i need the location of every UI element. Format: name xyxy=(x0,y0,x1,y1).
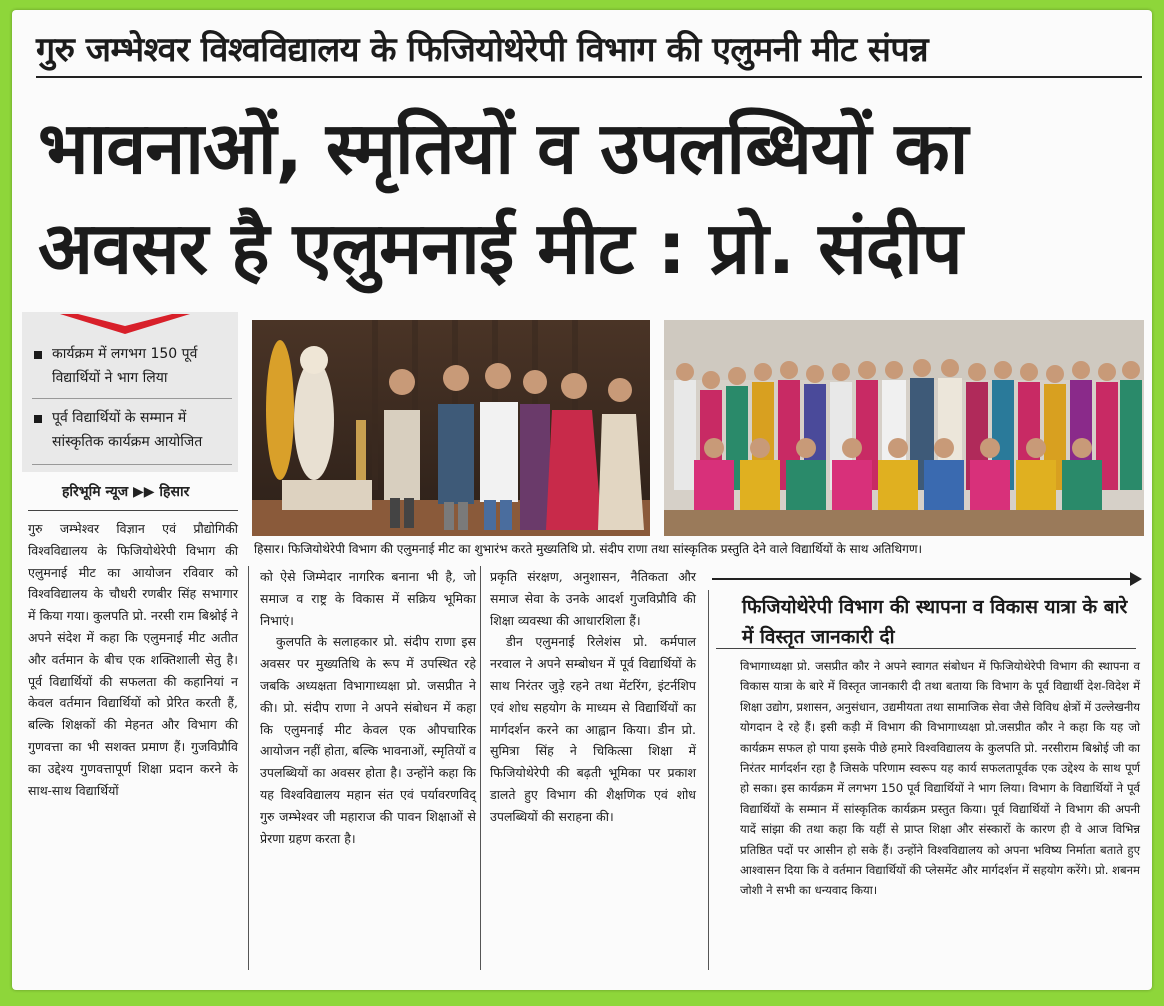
dateline: हरिभूमि न्यूज ▶▶ हिसार xyxy=(62,484,190,500)
sidebar-story-title: फिजियोथेरेपी विभाग की स्थापना व विकास यात्रा के बारे में विस्तृत जानकारी दी xyxy=(742,596,1128,648)
column-divider xyxy=(248,566,249,970)
arrow-rule xyxy=(712,578,1136,580)
paragraph: डीन एलुमनाई रिलेशंस प्रो. कर्मपाल नरवाल ने अपने सम्बोधन में पूर्व विद्यार्थियों के साथ निरंतर जुड़े रहने तथा मेंटरिंग, इंटर्नशिप एवं शोध सहयोग के माध्यम से विद्यार्थियों का मार्गदर्शन करने का आह्वान किया। डीन प्रो. सुमित्रा सिंह ने चिकित्सा शिक्षा में फिजियोथेरेपी की बढ़ती भूमिका पर प्रकाश डालते हुए विभाग की शैक्षणिक एवं शोध उपलब्धियों की सराहना की। xyxy=(490,634,696,824)
article-column-3 xyxy=(490,566,696,828)
kicker-headline: गुरु जम्भेश्वर विश्वविद्यालय के फिजियोथेरेपी विभाग की एलुमनी मीट संपन्न xyxy=(36,30,929,70)
kicker-rule xyxy=(36,76,1142,78)
sidebar-story-body xyxy=(740,656,1140,901)
paragraph: को ऐसे जिम्मेदार नागरिक बनाना भी है, जो समाज व राष्ट्र के विकास में सक्रिय भूमिका निभाएं। xyxy=(260,569,476,628)
photo-caption: हिसार। फिजियोथेरेपी विभाग की एलुमनाई मीट का शुभारंभ करते मुख्यतिथि प्रो. संदीप राणा तथा सांस्कृतिक प्रस्तुति देने वाले विद्यार्थियों के साथ अतिथिगण। xyxy=(254,542,923,556)
headline-line-2: अवसर है एलुमनाई मीट : प्रो. संदीप xyxy=(38,206,962,290)
divider xyxy=(32,398,232,399)
chevron-down-icon xyxy=(60,314,190,336)
divider xyxy=(716,648,1136,649)
column-divider xyxy=(708,590,709,970)
photo-inauguration xyxy=(252,320,650,536)
highlight-item: पूर्व विद्यार्थियों के सम्मान में सांस्कृतिक कार्यक्रम आयोजित xyxy=(34,406,234,454)
bullet-square-icon xyxy=(34,415,42,423)
paragraph: विभागाध्यक्षा प्रो. जसप्रीत कौर ने अपने स्वागत संबोधन में फिजियोथेरेपी विभाग की स्थापना व विकास यात्रा के बारे में विस्तृत जानकारी दी तथा बताया कि विभाग के पूर्व विद्यार्थी देश-विदेश में शिक्षा उद्योग, प्रशासन, अनुसंधान, उद्यमीयता तथा सामाजिक सेवा जैसे विविध क्षेत्रों में उल्लेखनीय योगदान दे रहे हैं। इसी कड़ी में विभाग की विभागाध्यक्षा प्रो.जसप्रीत कौर ने कहा कि यह जो कार्यक्रम सफल हो पाया इसके पीछे हमारे विश्वविद्यालय के कुलपति प्रो. नरसीराम बिश्नोई जी का निरंतर मार्गदर्शन रहा है जिसके परिणाम स्वरूप यह कार्य सफलतापूर्वक एक उद्देश्य के साथ पूर्ण हो सका। इस कार्यक्रम में लगभग 150 पूर्व विद्यार्थियों ने भाग लिया। विभाग के विद्यार्थियों ने पूर्व विद्यार्थियों के सम्मान में सांस्कृतिक कार्यक्रम प्रस्तुत किया। पूर्व विद्यार्थियों ने विभाग की अपनी यादें सांझा की तथा कहा कि यहीं से प्राप्त शिक्षा और संस्कारों के कारण ही वे आज विभिन्न प्रतिष्ठित पदों पर आसीन हो सके हैं। उन्होंने विश्वविद्यालय को अपना भविष्य निर्माता बताते हुए आश्वासन दिया कि वे वर्तमान विद्यार्थियों की प्लेसमेंट और मार्गदर्शन में सहयोग करेंगे। प्रो. शबनम जोशी ने सभी का धन्यवाद किया। xyxy=(740,659,1140,898)
article-column-2 xyxy=(260,566,476,849)
headline-line-1: भावनाओं, स्मृतियों व उपलब्धियों का xyxy=(38,106,968,190)
divider xyxy=(28,510,238,511)
column-divider xyxy=(480,566,481,970)
divider xyxy=(32,464,232,465)
photo-group xyxy=(664,320,1144,536)
paragraph: गुरु जम्भेश्वर विज्ञान एवं प्रौद्योगिकी विश्वविद्यालय के फिजियोथेरेपी विभाग की एलुमनाई मीट का आयोजन रविवार को विश्वविद्यालय के चौधरी रणबीर सिंह सभागार में किया गया। कुलपति प्रो. नरसी राम बिश्नोई ने अपने संदेश में कहा कि एलुमनाई मीट अतीत और वर्तमान के बीच एक शक्तिशाली सेतु है। पूर्व विद्यार्थियों की सफलता की कहानियां न केवल वर्तमान विद्यार्थियों को प्रेरित करती हैं, बल्कि शिक्षकों की मेहनत और विभाग की गुणवत्ता का भी सशक्त प्रमाण हैं। गुजविप्रौवि का उद्देश्य गुणवत्तापूर्ण शिक्षा प्रदान करने के साथ-साथ विद्यार्थियों xyxy=(28,521,238,798)
arrow-right-icon xyxy=(1130,572,1142,586)
paragraph: प्रकृति संरक्षण, अनुशासन, नैतिकता और समाज सेवा के उनके आदर्श गुजविप्रौवि की शिक्षा व्यवस्था की आधारशिला हैं। xyxy=(490,569,696,628)
highlight-item: कार्यक्रम में लगभग 150 पूर्व विद्यार्थियों ने भाग लिया xyxy=(34,342,234,390)
paragraph: कुलपति के सलाहकार प्रो. संदीप राणा इस अवसर पर मुख्यतिथि के रूप में उपस्थित रहे जबकि अध्यक्षता विभागाध्यक्षा प्रो. जसप्रीत ने की। प्रो. संदीप राणा ने अपने संबोधन में कहा कि एलुमनाई मीट केवल एक औपचारिक आयोजन नहीं होता, बल्कि भावनाओं, स्मृतियों व उपलब्धियों का अवसर होता है। उन्होंने कहा कि यह विश्वविद्यालय महान संत एवं पर्यावरणविद् गुरु जम्भेश्वर जी महाराज की पावन शिक्षाओं से प्रेरणा ग्रहण करता है। xyxy=(260,634,476,846)
bullet-square-icon xyxy=(34,351,42,359)
article-column-1 xyxy=(28,518,238,801)
